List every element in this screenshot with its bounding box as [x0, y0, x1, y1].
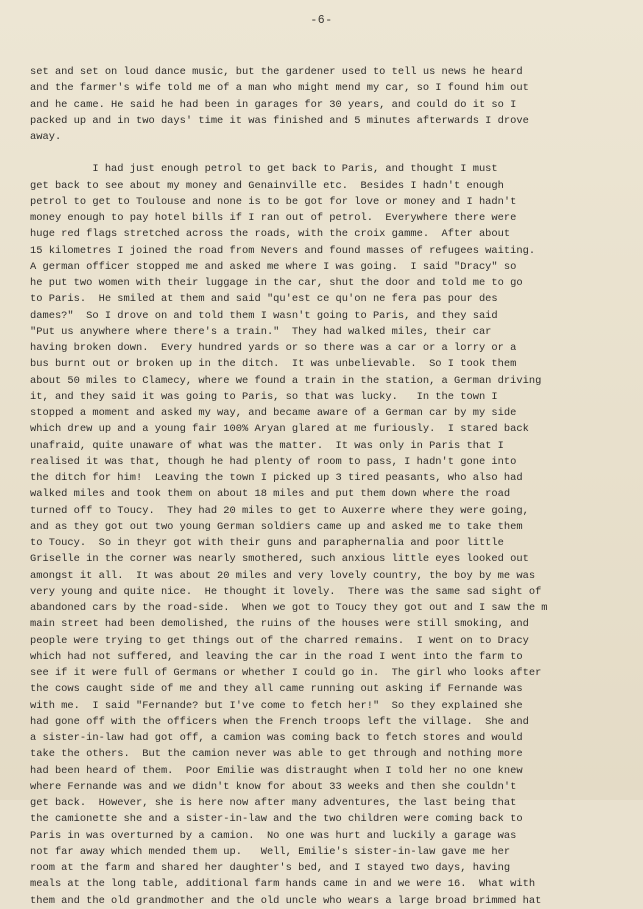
text-line: it, and they said it was going to Paris, so that was lucky. In the town I	[30, 390, 498, 403]
text-line: turned off to Toucy. They had 20 miles to get to Auxerre where they were going,	[30, 504, 529, 517]
text-line: petrol to get to Toulouse and none is to be got for love or money and I hadn't	[30, 195, 517, 208]
text-line: bus burnt out or broken up in the ditch. It was unbelievable. So I took them	[30, 358, 517, 371]
text-line: A german officer stopped me and asked me where I was going. I said "Dracy" so	[30, 260, 517, 273]
text-line: having broken down. Every hundred yards or so there was a car or a lorry or a	[30, 342, 517, 354]
text-line: Paris in was overturned by a camion. No one was hurt and luckily a garage was	[30, 829, 517, 842]
paragraph	[30, 161, 640, 909]
text-line: had been heard of them. Poor Emilie was distraught when I told her no one knew	[30, 764, 523, 777]
text-line: walked miles and took them on about 18 miles and put them down where the road	[30, 488, 511, 501]
text-line: see if it were full of Germans or whether I could go in. The girl who looks after	[30, 667, 542, 679]
text-line: amongst it all. It was about 20 miles and very lovely country, the boy by me was	[30, 569, 536, 582]
text-line: abandoned cars by the road-side. When we got to Toucy they got out and I saw the m	[30, 602, 548, 614]
text-line: with me. I said "Fernande? but I've come to fetch her!" So they explained she	[30, 699, 523, 712]
text-line: and the farmer's wife told me of a man who might mend my car, so I found him out	[30, 82, 529, 95]
text-line: a sister-in-law had got off, a camion was coming back to fetch stores and would	[30, 732, 523, 744]
text-line: to Paris. He smiled at them and said "qu'est ce qu'on ne fera pas pour des	[30, 293, 498, 306]
text-line: I had just enough petrol to get back to Paris, and thought I must	[30, 163, 498, 176]
text-line: the ditch for him! Leaving the town I picked up 3 tired peasants, who also had	[30, 472, 523, 484]
text-line: meals at the long table, additional farm hands came in and we were 16. What with	[30, 878, 536, 891]
text-line: main street had been demolished, the ruins of the houses were still smoking, and	[30, 618, 529, 631]
text-line: "Put us anywhere where there's a train." They had walked miles, their car	[30, 325, 492, 338]
text-line: get back to see about my money and Genainville etc. Besides I hadn't enough	[30, 179, 504, 192]
text-line: dames?" So I drove on and told them I wasn't going to Paris, and they said	[30, 309, 498, 322]
text-line: stopped a moment and asked my way, and became aware of a German car by my side	[30, 407, 517, 419]
text-line: huge red flags stretched across the roads, with the croix gamme. After about	[30, 228, 511, 241]
text-line: get back. However, she is here now after many adventures, the last being that	[30, 797, 517, 809]
text-line: the cows caught side of me and they all came running out asking if Fernande was	[30, 683, 523, 696]
text-line: about 50 miles to Clamecy, where we found a train in the station, a German driving	[30, 374, 542, 387]
text-line: the camionette she and a sister-in-law and the two children were coming back to	[30, 813, 523, 826]
text-line: he put two women with their luggage in the car, shut the door and told me to go	[30, 277, 523, 289]
text-line: and he came. He said he had been in garages for 30 years, and could do it so I	[30, 98, 517, 111]
text-line: 15 kilometres I joined the road from Nevers and found masses of refugees waiting.	[30, 244, 536, 257]
text-line: where Fernande was and we didn't know for about 33 weeks and then she couldn't	[30, 780, 517, 793]
text-line: set and set on loud dance music, but the gardener used to tell us news he heard	[30, 66, 523, 78]
text-line: people were trying to get things out of the charred remains. I went on to Dracy	[30, 634, 529, 647]
text-line: unafraid, quite unaware of what was the matter. It was only in Paris that I	[30, 439, 504, 452]
text-line: room at the farm and shared her daughter's bed, and I stayed two days, having	[30, 862, 511, 874]
text-line: very young and quite nice. He thought it lovely. There was the same sad sight of	[30, 585, 542, 598]
paragraph	[30, 64, 640, 145]
text-line: take the others. But the camion never was able to get through and nothing more	[30, 748, 523, 761]
text-line: and as they got out two young German soldiers came up and asked me to take them	[30, 520, 523, 533]
text-line: money enough to pay hotel bills if I ran out of petrol. Everywhere there were	[30, 212, 517, 224]
text-line: realised it was that, though he had plenty of room to pass, I hadn't gone into	[30, 455, 517, 468]
text-line: away.	[30, 131, 62, 143]
page-number: -6-	[310, 14, 333, 27]
paragraph-break	[30, 145, 640, 161]
text-line: to Toucy. So in theyr got with their guns and paraphernalia and poor little	[30, 537, 504, 549]
text-line: had gone off with the officers when the French troops left the village. She and	[30, 715, 529, 728]
text-line: which drew up and a young fair 100% Aryan glared at me furiously. I stared back	[30, 423, 529, 436]
letter-body	[30, 64, 640, 909]
text-line: packed up and in two days' time it was finished and 5 minutes afterwards I drove	[30, 114, 529, 127]
text-line: them and the old grandmother and the old uncle who wears a large broad brimmed hat	[30, 894, 542, 907]
text-line: which had not suffered, and leaving the car in the road I went into the farm to	[30, 650, 523, 663]
text-line: Griselle in the corner was nearly smothered, such anxious little eyes looked out	[30, 553, 529, 566]
text-line: not far away which mended them up. Well, Emilie's sister-in-law gave me her	[30, 845, 511, 858]
